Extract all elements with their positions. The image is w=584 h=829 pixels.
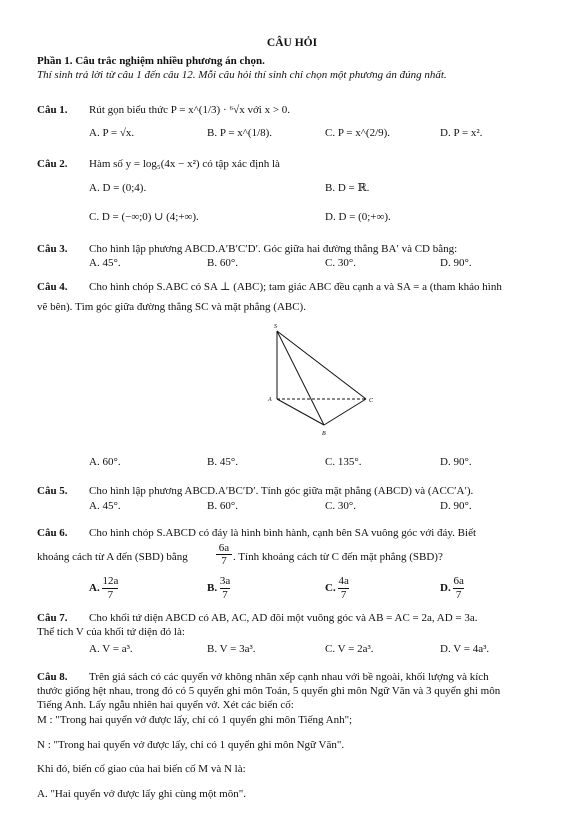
q6-option-d-frac [453,575,463,602]
question-8-stem-line3: Tiếng Anh. Lấy ngẫu nhiên hai quyển vở. Xét các biến cố: [37,699,294,711]
q6-option-a-den: 7 [107,589,114,602]
question-6-stem-line2a: khoảng cách từ A đến (SBD) bằng [37,551,188,563]
event-n: N : "Trong hai quyển vở được lấy, chỉ có 1 quyển ghi môn Ngữ Văn". [37,739,345,751]
page-title: CÂU HỎI [266,37,318,49]
question-8-label: Câu 8. [37,671,68,683]
q2-option-a[interactable]: A. D = (0;4). [89,182,147,194]
edge-sc [277,331,366,399]
q6-option-c-den: 7 [340,589,347,602]
q3-option-a[interactable]: A. 45°. [89,257,121,269]
q6-option-d-letter: D. [440,582,451,595]
q6-option-a-num: 12a [102,575,118,589]
edge-sb [277,331,324,425]
edge-bc [324,399,366,425]
q6-stem-frac-num: 6a [216,542,232,555]
label-b: B [322,431,326,437]
q6-stem-frac-den: 7 [221,555,227,568]
question-7-stem-line1: Cho khối tứ diện ABCD có AB, AC, AD đôi một vuông góc và AB = AC = 2a, AD = 3a. [89,612,478,624]
label-a: A [268,397,272,403]
q2-option-d[interactable]: D. D = (0;+∞). [325,211,391,223]
q6-option-a[interactable] [89,575,118,602]
q6-option-d[interactable] [440,575,464,602]
q6-option-b-frac [220,575,230,602]
q6-option-b-letter: B. [207,582,218,595]
pyramid-figure [260,322,380,442]
q5-option-c[interactable]: C. 30°. [325,500,356,512]
question-6-stem-line1: Cho hình chóp S.ABCD có đáy là hình bình hành, cạnh bên SA vuông góc với đáy. Biết [89,527,477,539]
question-4-stem-line1: Cho hình chóp S.ABC có SA ⊥ (ABC); tam giác ABC đều cạnh a và SA = a (tham khảo hình [89,281,502,293]
q4-option-c[interactable]: C. 135°. [325,456,362,468]
q1-option-a[interactable]: A. P = √x. [89,127,135,139]
q5-option-a[interactable]: A. 45°. [89,500,121,512]
q6-option-a-frac [102,575,118,602]
q6-option-c-num: 4a [338,575,348,589]
part1-title: Phần 1. Câu trắc nghiệm nhiều phương án chọn. [37,55,265,67]
q2-option-c[interactable]: C. D = (−∞;0) ∪ (4;+∞). [89,211,199,223]
question-8-ask: Khi đó, biến cố giao của hai biến cố M và N là: [37,763,246,775]
q6-option-d-den: 7 [455,589,462,602]
question-8-stem-line2: thước giống hệt nhau, trong đó có 5 quyển ghi môn Toán, 5 quyển ghi môn Ngữ Văn và 3 quyển ghi môn [37,685,501,697]
question-6-label: Câu 6. [37,527,68,539]
q3-option-c[interactable]: C. 30°. [325,257,356,269]
question-4-stem-line2: vẽ bên). Tìm góc giữa đường thẳng SC và mặt phẳng (ABC). [37,301,306,313]
question-7-label: Câu 7. [37,612,68,624]
q6-option-c-frac [338,575,348,602]
q3-option-b[interactable]: B. 60°. [207,257,238,269]
q7-option-a[interactable]: A. V = a³. [89,643,133,655]
q6-stem-fraction [216,542,232,567]
question-8-stem-line1: Trên giá sách có các quyển vở không nhãn xếp cạnh nhau với bề ngoài, khối lượng và kích [89,671,489,683]
q6-option-b-num: 3a [220,575,230,589]
question-1-stem: Rút gọn biểu thức P = x^(1/3) · ⁶√x với x > 0. [89,104,291,116]
q7-option-c[interactable]: C. V = 2a³. [325,643,374,655]
q6-option-b[interactable] [207,575,230,602]
q8-option-a[interactable]: A. "Hai quyển vở được lấy ghi cùng một môn". [37,788,246,800]
q6-option-a-letter: A. [89,582,100,595]
q6-option-c[interactable] [325,575,349,602]
part1-instruction: Thí sinh trả lời từ câu 1 đến câu 12. Mỗi câu hỏi thí sinh chỉ chọn một phương án đúng nhất. [37,69,447,81]
q3-option-d[interactable]: D. 90°. [440,257,472,269]
q1-option-b[interactable]: B. P = x^(1/8). [207,127,273,139]
q6-option-b-den: 7 [222,589,228,602]
q4-option-a[interactable]: A. 60°. [89,456,121,468]
event-m: M : "Trong hai quyển vở được lấy, chỉ có 1 quyển ghi môn Tiếng Anh"; [37,714,353,726]
label-s: S [274,324,277,330]
q6-option-d-num: 6a [453,575,463,589]
q2-option-b[interactable]: B. D = ℝ. [325,182,370,194]
question-3-stem: Cho hình lập phương ABCD.A′B′C′D′. Góc giữa hai đường thẳng BA′ và CD bằng: [89,243,458,255]
question-7-stem-line2: Thể tích V của khối tứ diện đó là: [37,626,185,638]
q6-option-c-letter: C. [325,582,336,595]
question-4-label: Câu 4. [37,281,68,293]
q7-option-b[interactable]: B. V = 3a³. [207,643,256,655]
question-5-label: Câu 5. [37,485,68,497]
label-c: C [369,398,374,404]
q1-option-c[interactable]: C. P = x^(2/9). [325,127,391,139]
q1-option-d[interactable]: D. P = x². [440,127,483,139]
q5-option-d[interactable]: D. 90°. [440,500,472,512]
q7-option-d[interactable]: D. V = 4a³. [440,643,490,655]
q5-option-b[interactable]: B. 60°. [207,500,238,512]
q4-option-d[interactable]: D. 90°. [440,456,472,468]
question-5-stem: Cho hình lập phương ABCD.A′BC′D′. Tính góc giữa mặt phẳng (ABCD) và (ACC′A′). [89,485,474,497]
q4-option-b[interactable]: B. 45°. [207,456,238,468]
question-2-label: Câu 2. [37,158,68,170]
question-1-label: Câu 1. [37,104,68,116]
question-3-label: Câu 3. [37,243,68,255]
question-6-stem-line2b: . Tính khoảng cách từ C đến mặt phẳng (SBD)? [233,551,443,563]
question-2-stem: Hàm số y = log₅(4x − x²) có tập xác định là [89,158,280,170]
